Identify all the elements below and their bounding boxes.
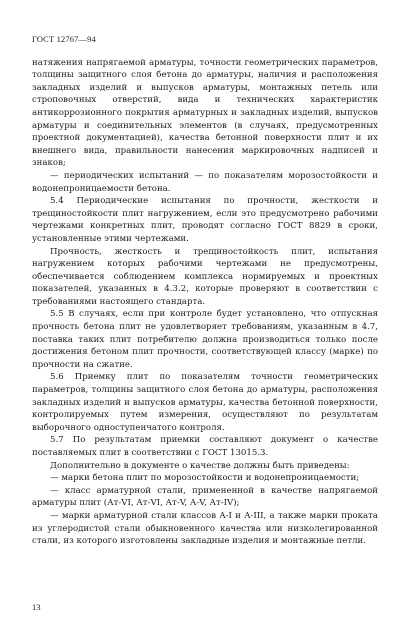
document-header: ГОСТ 12767—94 [32, 35, 96, 44]
paragraph: 5.4 Периодические испытания по прочности, жесткости и трещиностойкости плит нагружением, если это предусмотрено рабочими чертежами конкретных плит, проводят согласно ГОСТ 8829 в сроки, установленные этими чертежами. [32, 196, 378, 244]
paragraph: Прочность, жесткость и трещиностойкость плит, испытания нагружением которых рабочими чертежами не предусмотрены, обеспечивается соблюдением комплекса нормируемых и проектных показателей, указанных в 4.3.2, которые проверяют в соответствии с требованиями настоящего стандарта. [32, 246, 378, 307]
document-page [32, 34, 378, 548]
paragraph: — марки арматурной стали классов A-I и A-III, а также марки проката из углеродистой стали обыкновенного качества или низколегированной стали, из которого изготовлены закладные изделия и монтажные петли. [32, 510, 378, 547]
page-number: 13 [32, 602, 41, 612]
paragraph: Дополнительно в документе о качестве должны быть приведены: [50, 460, 350, 471]
paragraph: 5.5 В случаях, если при контроле будет установлено, что отпускная прочность бетона плит не удовлетворяет требованиям, указанным в 4.7, поставка таких плит потребителю должна производиться только после достижения бетоном плит прочности, соответствующей классу (марке) по прочности на сжатие. [32, 309, 378, 370]
paragraph: — класс арматурной стали, примененной в качестве напрягаемой арматуры плит (Ат-VI, Ат-VI, Ат-V, А-V, Ат-IV); [32, 485, 378, 509]
paragraph: — марки бетона плит по морозостойкости и водонепроницаемости; [50, 473, 360, 484]
paragraph: — периодических испытаний — по показателям морозостойкости и водонепроницаемости бетона. [32, 170, 378, 194]
paragraph: натяжения напрягаемой арматуры, точности геометрических параметров, толщины защитного слоя бетона до арматуры, наличия и расположения закладных изделий и выпусков арматуры, монтажных петель или строповочных отверстий, вида и технических характеристик антикоррозионного покрытия арматурных и закладных изделий, выпусков арматуры и соединительных элементов (в случаях, предусмотренных проектной документацией), качества бетонной поверхности плит и их внешнего вида, правильности нанесения маркировочных надписей и знаков; [32, 57, 378, 169]
document-body [32, 57, 378, 548]
paragraph: 5.6 Приемку плит по показателям точности геометрических параметров, толщины защитного слоя бетона до арматуры, расположения закладных изделий и выпусков арматуры, качества бетонной поверхности, контролируемых путем измерения, осуществляют по результатам выборочного одноступенчатого контроля. [32, 372, 378, 433]
paragraph: 5.7 По результатам приемки составляют документ о качестве поставляемых плит в соответствии с ГОСТ 13015.3. [32, 435, 378, 458]
